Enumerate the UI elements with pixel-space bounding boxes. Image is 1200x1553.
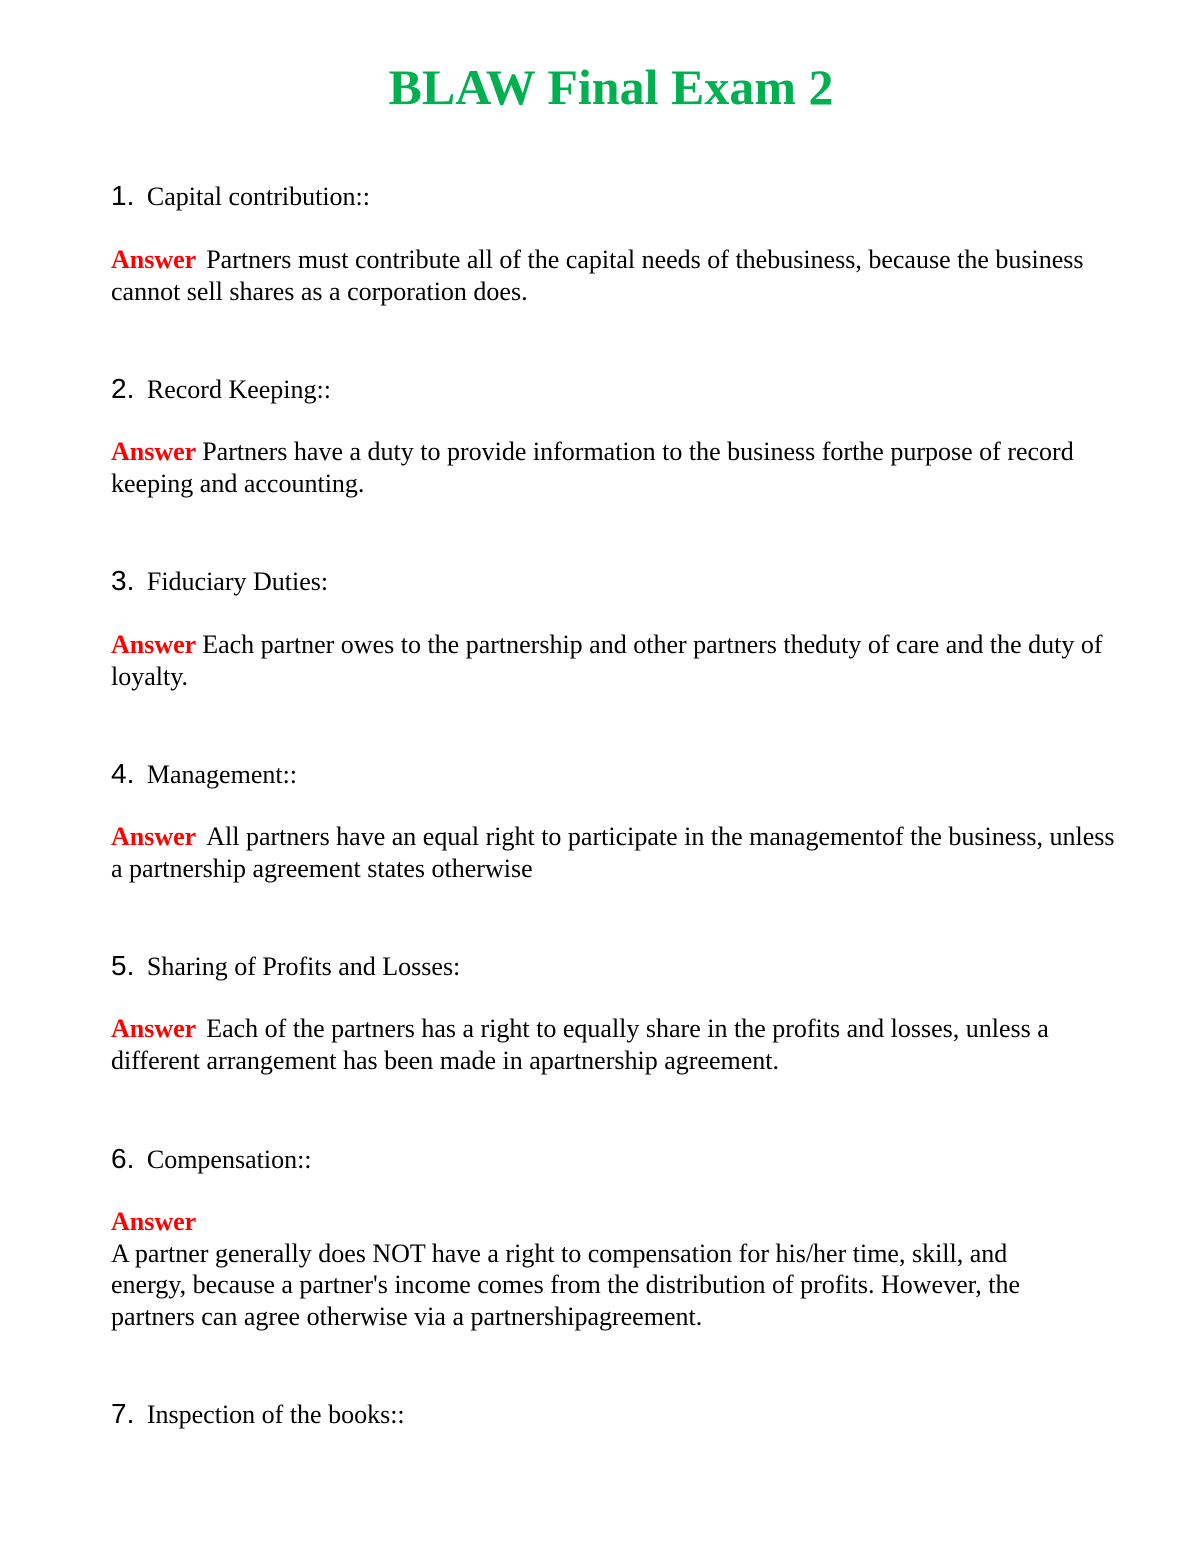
question-prompt: Compensation:: (146, 1145, 312, 1174)
question-prompt: Record Keeping:: (146, 375, 331, 404)
answer-text: All partners have an equal right to participate in the managementof the business, unless a partnership agreement states otherwise (111, 822, 1115, 883)
answer-text: Each of the partners has a right to equally share in the profits and losses, unless a different arrangement has been made in apartnership agreement. (111, 1014, 1049, 1075)
question-prompt: Inspection of the books:: (146, 1400, 405, 1429)
answer-5 (111, 1013, 1111, 1076)
document-title: BLAW Final Exam 2 (388, 59, 834, 115)
question-number: 5. (111, 950, 135, 981)
question-prompt: Capital contribution:: (146, 182, 370, 211)
question-2 (111, 373, 331, 406)
question-3 (111, 565, 328, 598)
question-number: 3. (111, 565, 135, 596)
question-5 (111, 950, 460, 983)
question-number: 4. (111, 758, 135, 789)
answer-6 (111, 1206, 1086, 1332)
question-prompt: Sharing of Profits and Losses: (146, 952, 461, 981)
question-1 (111, 180, 370, 213)
answer-3 (111, 629, 1121, 692)
question-number: 7. (111, 1398, 135, 1429)
answer-label: Answer (111, 1014, 197, 1043)
question-number: 2. (111, 373, 135, 404)
question-prompt: Fiduciary Duties: (146, 567, 329, 596)
answer-1 (111, 244, 1121, 307)
answer-label: Answer (111, 1207, 197, 1236)
answer-label: Answer (111, 822, 197, 851)
answer-text: Partners must contribute all of the capital needs of thebusiness, because the business cannot sell shares as a corporation does. (111, 245, 1084, 306)
answer-text: Each partner owes to the partnership and other partners theduty of care and the duty of loyalty. (111, 630, 1103, 691)
question-prompt: Management:: (146, 760, 298, 789)
question-4 (111, 758, 297, 791)
answer-label: Answer (111, 245, 197, 274)
answer-2 (111, 436, 1121, 499)
answer-label: Answer (111, 437, 197, 466)
question-number: 1. (111, 180, 135, 211)
question-7 (111, 1398, 405, 1431)
answer-4 (111, 821, 1121, 884)
answer-text: Partners have a duty to provide information to the business forthe purpose of record keeping and accounting. (111, 437, 1074, 498)
question-number: 6. (111, 1143, 135, 1174)
question-6 (111, 1143, 312, 1176)
answer-label: Answer (111, 630, 197, 659)
answer-text: A partner generally does NOT have a right to compensation for his/her time, skill, and energy, because a partner's income comes from the distribution of profits. However, the partners can agree otherwise via a partnershipagreement. (111, 1238, 1021, 1331)
